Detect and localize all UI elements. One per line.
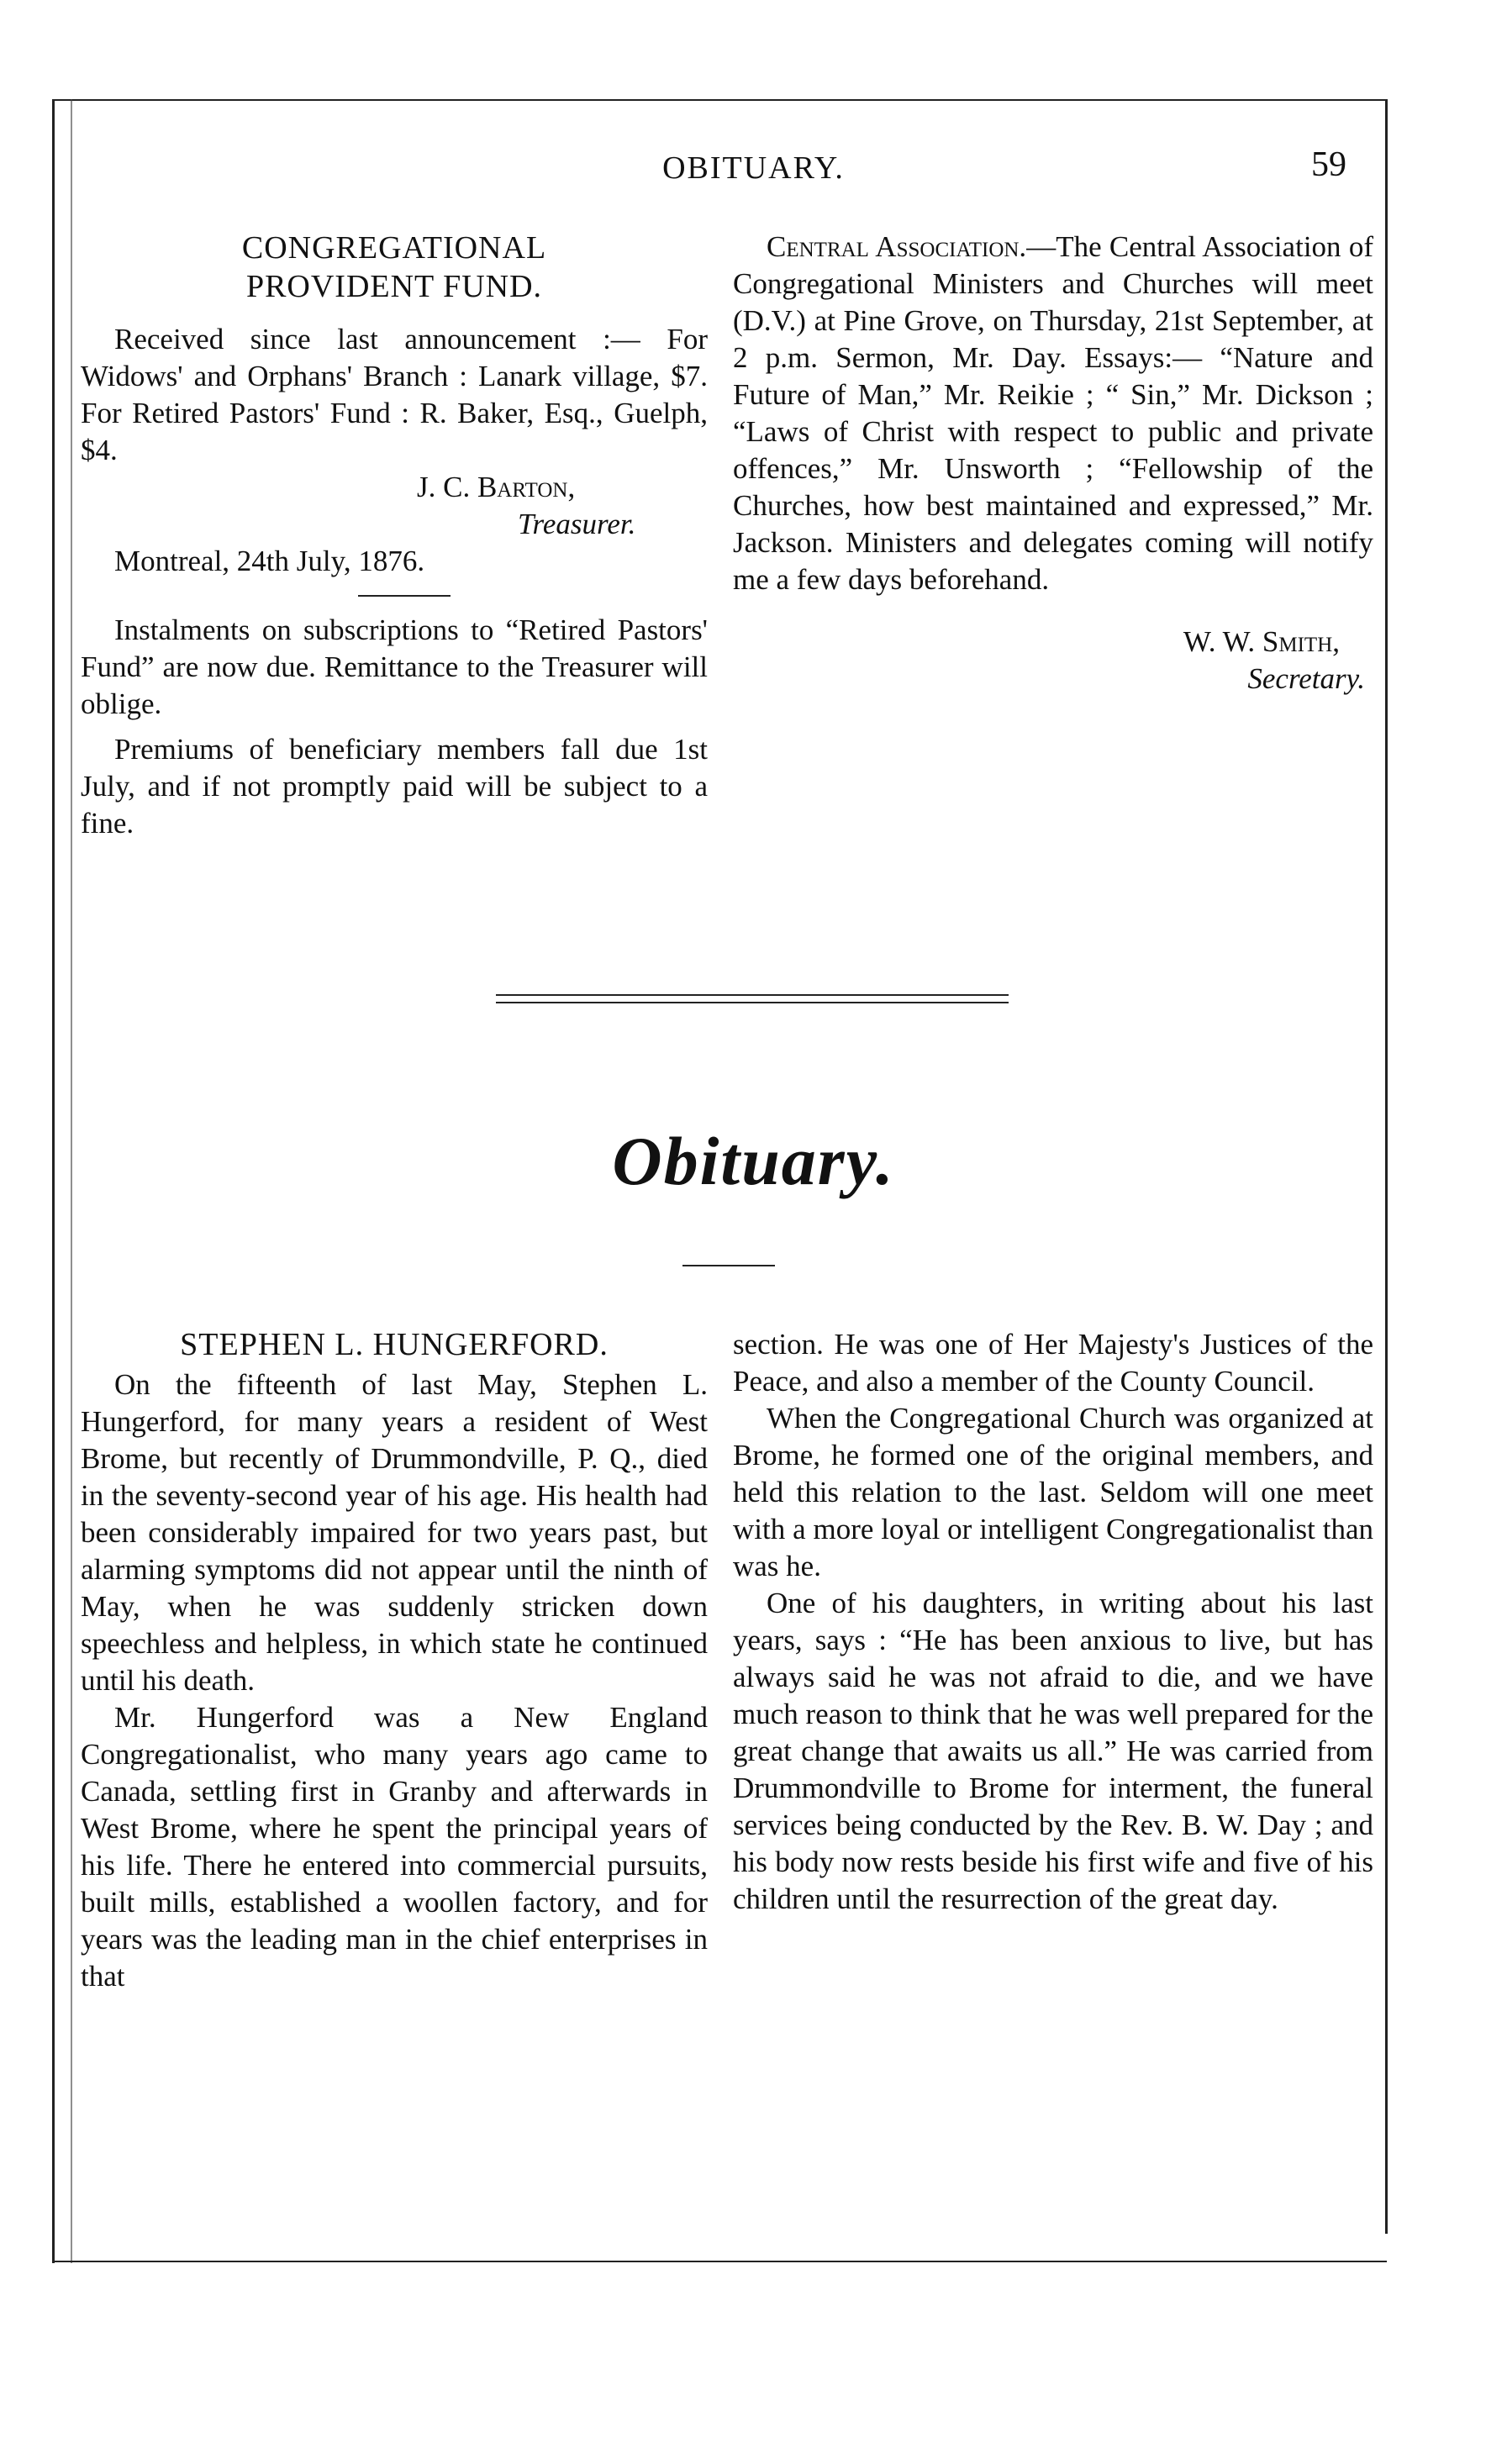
obituary-right-paragraph-3: One of his daughters, in writing about his last years, says : “He has been anxious to live, but has always said he was not afraid to die, and we have much reason to think that he was well prepared for the great change that awaits us all.” He was carried from Drummondville to Brome for interment, the funeral services being conducted by the Rev. B. W. Day ; and his body now rests beside his first wife and five of his children until the resurrection of the great day. [733, 1587, 1373, 1915]
obituary-left-paragraph-2: Mr. Hungerford was a New England Congregationalist, who many years ago came to Canada, settling first in Granby and afterwards in West Brome, where he spent the principal years of his life. There he entered into commercial pursuits, built mills, established a woollen factory, and for years was the leading man in the chief enterprises in that [81, 1701, 708, 1993]
top-border-rule [52, 99, 1387, 101]
fund-instalments-paragraph: Instalments on subscriptions to “Retired Pastors' Fund” are now due. Remittance to the Treasurer will oblige. [81, 613, 708, 720]
association-signatory-role: Secretary. [1247, 662, 1365, 695]
page-number: 59 [1311, 145, 1346, 184]
obituary-subject-heading: STEPHEN L. HUNGERFORD. [180, 1327, 609, 1362]
fund-signatory-role: Treasurer. [518, 508, 636, 540]
fund-premiums-paragraph: Premiums of beneficiary members fall due 1st July, and if not promptly paid will be subject to a fine. [81, 733, 708, 840]
fund-heading: CONGREGATIONAL PROVIDENT FUND. [241, 230, 547, 304]
title-separator-rule [682, 1265, 775, 1266]
obituary-right-paragraph-2: When the Congregational Church was organized at Brome, he formed one of the original members, and held this relation to the last. Seldom will one meet with a more loyal or intelligent Congregationalist than was he. [733, 1402, 1373, 1582]
fund-separator-rule [358, 595, 451, 597]
section-double-rule-top [496, 994, 1009, 996]
fund-signatory-name: J. C. Barton, [417, 471, 576, 503]
obituary-left-column [81, 1326, 708, 1995]
fund-received-paragraph: Received since last announcement :— For Widows' and Orphans' Branch : Lanark village, $7. For Retired Pastors' Fund : R. Baker, Esq., Guelph, $4. [81, 323, 708, 466]
association-lead: Central Association. [767, 230, 1027, 263]
fund-place-date: Montreal, 24th July, 1876. [114, 545, 425, 577]
fund-notice-column [81, 229, 708, 842]
association-paragraph [733, 229, 1373, 598]
obituary-right-column [733, 1326, 1373, 1918]
running-header: OBITUARY. [662, 150, 845, 186]
association-signatory-name: W. W. Smith, [1183, 625, 1340, 658]
obituary-left-paragraph-1: On the fifteenth of last May, Stephen L. Hungerford, for many years a resident of West Brome, but recently of Drummondville, P. Q., died in the seventy-second year of his age. His health had been considerably impaired for two years past, but alarming symptoms did not appear until the ninth of May, when he was suddenly stricken down speechless and helpless, in which state he continued until his death. [81, 1368, 708, 1697]
association-body: —The Central Association of Congregational Ministers and Churches will meet (D.V.) at Pine Grove, on Thursday, 21st September, at 2 p.m. Sermon, Mr. Day. Essays:— “Nature and Future of Man,” Mr. Reikie ; “ Sin,” Mr. Dickson ; “Laws of Christ with respect to public and private offences,” Mr. Unsworth ; “Fellowship of the Churches, how best maintained and expressed,” Mr. Jackson. Ministers and delegates coming will notify me a few days beforehand. [733, 230, 1373, 596]
association-notice-column [733, 229, 1373, 698]
obituary-section-title: Obituary. [612, 1123, 895, 1199]
bottom-border-rule [52, 2261, 1387, 2262]
obituary-right-paragraph-1: section. He was one of Her Majesty's Justices of the Peace, and also a member of the County Council. [733, 1328, 1373, 1398]
section-double-rule-bottom [496, 1002, 1009, 1003]
